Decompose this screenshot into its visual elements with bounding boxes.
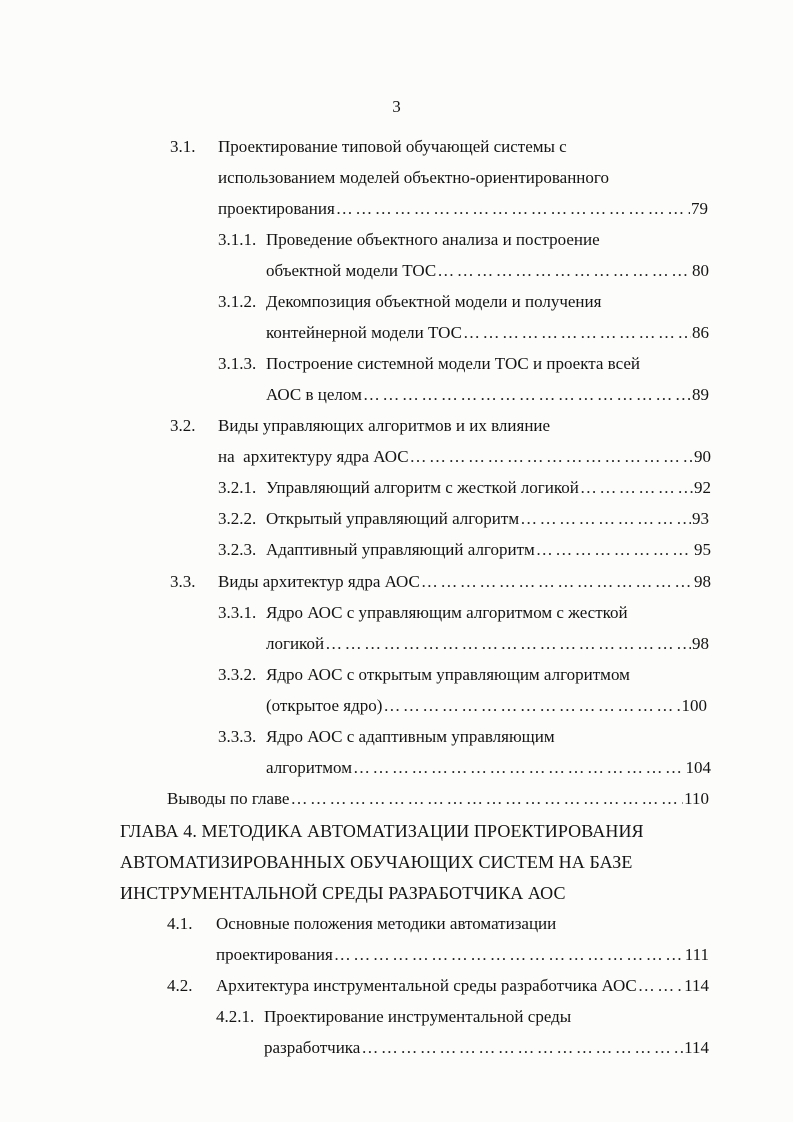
dot-leader — [361, 1038, 683, 1058]
entry-page-number: 89 — [692, 385, 709, 404]
entry-title-line: Декомпозиция объектной модели и получения — [266, 292, 602, 311]
dot-leader — [353, 758, 685, 778]
entry-number: 3.1.3. — [218, 354, 257, 373]
entry-title-line: Виды архитектур ядра АОС — [218, 572, 420, 591]
entry-title-line: проектирования — [218, 199, 335, 218]
entry-leader-line — [216, 976, 709, 996]
dot-leader — [334, 945, 684, 965]
page-number: 3 — [392, 97, 401, 116]
entry-page-number: 92 — [694, 478, 711, 497]
dot-leader — [520, 509, 691, 529]
entry-leader-line — [266, 478, 711, 498]
entry-page-number: 110 — [684, 789, 709, 808]
entry-title-line: на архитектуру ядра АОС — [218, 447, 409, 466]
entry-number: 3.1.2. — [218, 292, 257, 311]
entry-title-line: Проектирование типовой обучающей системы с — [218, 137, 567, 156]
entry-page-number: 93 — [692, 509, 709, 528]
entry-title-line: Ядро АОС с адаптивным управляющим — [266, 727, 555, 746]
entry-title-line: АОС в целом — [266, 385, 362, 404]
entry-title-line: Адаптивный управляющий алгоритм — [266, 540, 535, 559]
entry-title-line: (открытое ядро) — [266, 696, 383, 715]
dot-leader — [336, 199, 690, 219]
entry-number: 3.2. — [170, 416, 196, 435]
dot-leader — [421, 572, 693, 592]
entry-leader-line — [266, 323, 709, 343]
entry-title-line: Открытый управляющий алгоритм — [266, 509, 520, 528]
entry-page-number: 114 — [684, 976, 709, 995]
entry-number: 3.3.1. — [218, 603, 257, 622]
chapter-title-line: ГЛАВА 4. МЕТОДИКА АВТОМАТИЗАЦИИ ПРОЕКТИРОВАНИЯ — [120, 821, 644, 841]
entry-leader-line — [218, 447, 711, 467]
entry-title-line: Архитектура инструментальной среды разработчика АОС — [216, 976, 637, 995]
entry-page-number: 98 — [692, 634, 709, 653]
entry-title-line: Проектирование инструментальной среды — [264, 1007, 572, 1026]
entry-title-line: Выводы по главе — [167, 789, 290, 808]
entry-number: 3.3.2. — [218, 665, 257, 684]
entry-leader-line — [266, 385, 709, 405]
entry-number: 3.2.2. — [218, 509, 257, 528]
entry-title-line: Ядро АОС с открытым управляющим алгоритмом — [266, 665, 630, 684]
entry-number: 3.2.1. — [218, 478, 257, 497]
entry-number: 3.3. — [170, 572, 196, 591]
entry-number: 3.2.3. — [218, 540, 257, 559]
entry-number: 3.1. — [170, 137, 196, 156]
entry-title-line: контейнерной модели ТОС — [266, 323, 462, 342]
entry-leader-line — [266, 509, 709, 529]
entry-leader-line — [264, 1038, 709, 1058]
entry-page-number: 100 — [681, 696, 707, 715]
entry-title-line: разработчика — [264, 1038, 361, 1057]
entry-leader-line — [167, 789, 709, 809]
entry-leader-line — [266, 758, 711, 778]
entry-page-number: 86 — [692, 323, 709, 342]
entry-page-number: 90 — [694, 447, 711, 466]
entry-page-number: 98 — [694, 572, 711, 591]
entry-leader-line — [218, 572, 711, 592]
chapter-title-line: ИНСТРУМЕНТАЛЬНОЙ СРЕДЫ РАЗРАБОТЧИКА АОС — [120, 883, 566, 903]
entry-number: 3.1.1. — [218, 230, 257, 249]
dot-leader — [437, 261, 691, 281]
entry-page-number: 104 — [685, 758, 711, 777]
entry-number: 4.2. — [167, 976, 193, 995]
entry-number: 3.3.3. — [218, 727, 257, 746]
entry-leader-line — [216, 945, 709, 965]
entry-leader-line — [266, 261, 709, 281]
entry-leader-line — [266, 540, 711, 560]
entry-page-number: 80 — [692, 261, 709, 280]
dot-leader — [290, 789, 683, 809]
entry-title-line: использованием моделей объектно-ориентированного — [218, 168, 609, 187]
entry-title-line: проектирования — [216, 945, 333, 964]
entry-page-number: 95 — [694, 540, 711, 559]
entry-title-line: объектной модели ТОС — [266, 261, 437, 280]
entry-page-number: 114 — [684, 1038, 709, 1057]
dot-leader — [383, 696, 680, 716]
dot-leader — [536, 540, 693, 560]
entry-title-line: Управляющий алгоритм с жесткой логикой — [266, 478, 579, 497]
dot-leader — [410, 447, 693, 467]
entry-number: 4.2.1. — [216, 1007, 255, 1026]
entry-title-line: Проведение объектного анализа и построение — [266, 230, 600, 249]
entry-leader-line — [218, 199, 708, 219]
dot-leader — [638, 976, 683, 996]
dot-leader — [325, 634, 691, 654]
dot-leader — [363, 385, 691, 405]
entry-title-line: логикой — [266, 634, 325, 653]
entry-title-line: Виды управляющих алгоритмов и их влияние — [218, 416, 551, 435]
entry-title-line: алгоритмом — [266, 758, 352, 777]
entry-title-line: Построение системной модели ТОС и проекта всей — [266, 354, 641, 373]
entry-page-number: 79 — [691, 199, 708, 218]
dot-leader — [463, 323, 691, 343]
entry-leader-line — [266, 634, 709, 654]
chapter-title-line: АВТОМАТИЗИРОВАННЫХ ОБУЧАЮЩИХ СИСТЕМ НА БАЗЕ — [120, 852, 633, 872]
entry-page-number: 111 — [684, 945, 709, 964]
entry-number: 4.1. — [167, 914, 193, 933]
entry-leader-line — [266, 696, 707, 716]
entry-title-line: Ядро АОС с управляющим алгоритмом с жесткой — [266, 603, 628, 622]
dot-leader — [580, 478, 693, 498]
entry-title-line: Основные положения методики автоматизации — [216, 914, 557, 933]
